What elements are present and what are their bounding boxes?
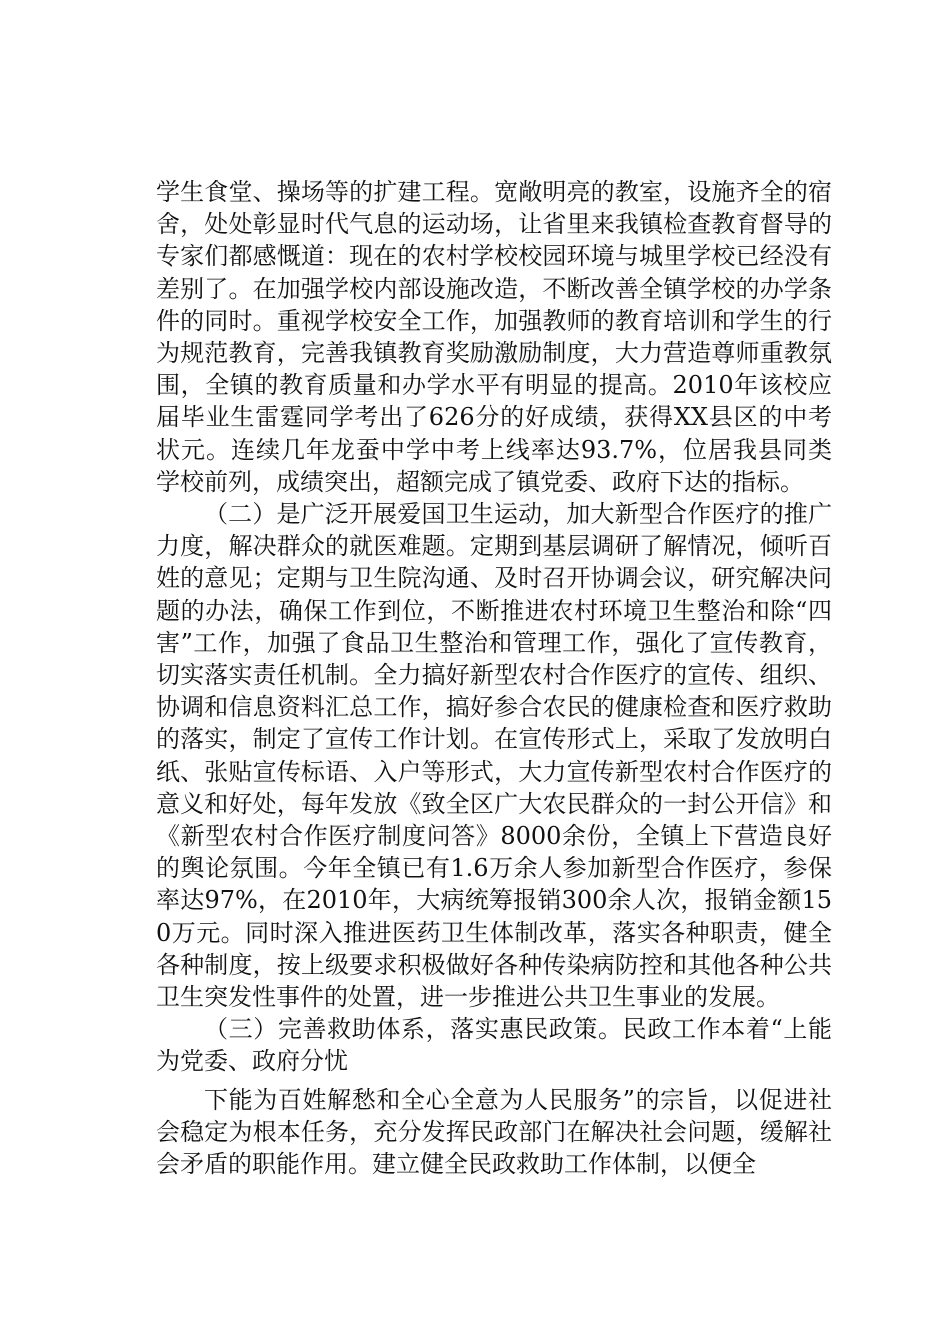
paragraph-education: 学生食堂、操场等的扩建工程。宽敞明亮的教室，设施齐全的宿舍，处处彰显时代气息的运动场，让省里来我镇检查教育督导的专家们都感慨道：现在的农村学校校园环境与城里学校已经没有差别了。在加强学校内部设施改造，不断改善全镇学校的办学条件的同时。重视学校安全工作，加强教师的教育培训和学生的行为规范教育，完善我镇教育奖励激励制度，大力营造尊师重教氛围，全镇的教育质量和办学水平有明显的提高。2010年该校应届毕业生雷霆同学考出了626分的好成绩，获得XX县区的中考状元。连续几年龙蚕中学中考上线率达93.7%，位居我县同类学校前列，成绩突出，超额完成了镇党委、政府下达的指标。 [156, 178, 832, 496]
document-body [156, 176, 832, 1180]
paragraph-civil-affairs-heading: （三）完善救助体系，落实惠民政策。民政工作本着“上能为党委、政府分忧 [156, 1015, 832, 1076]
paragraph-civil-affairs: 下能为百姓解愁和全心全意为人民服务”的宗旨，以促进社会稳定为根本任务，充分发挥民政部门在解决社会问题，缓解社会矛盾的职能作用。建立健全民政救助工作体制，以便全 [156, 1085, 832, 1179]
paragraph-health: （二）是广泛开展爱国卫生运动，加大新型合作医疗的推广力度，解决群众的就医难题。定期到基层调研了解情况，倾听百姓的意见；定期与卫生院沟通、及时召开协调会议，研究解决问题的办法，确保工作到位，不断推进农村环境卫生整治和除“四害”工作，加强了食品卫生整治和管理工作，强化了宣传教育，切实落实责任机制。全力搞好新型农村合作医疗的宣传、组织、协调和信息资料汇总工作，搞好参合农民的健康检查和医疗救助的落实，制定了宣传工作计划。在宣传形式上，采取了发放明白纸、张贴宣传标语、入户等形式，大力宣传新型农村合作医疗的意义和好处，每年发放《致全区广大农民群众的一封公开信》和《新型农村合作医疗制度问答》8000余份，全镇上下营造良好的舆论氛围。今年全镇已有1.6万余人参加新型合作医疗，参保率达97%，在2010年，大病统筹报销300余人次，报销金额150万元。同时深入推进医药卫生体制改革，落实各种职责，健全各种制度，按上级要求积极做好各种传染病防控和其他各种公共卫生突发性事件的处置，进一步推进公共卫生事业的发展。 [156, 500, 832, 1012]
